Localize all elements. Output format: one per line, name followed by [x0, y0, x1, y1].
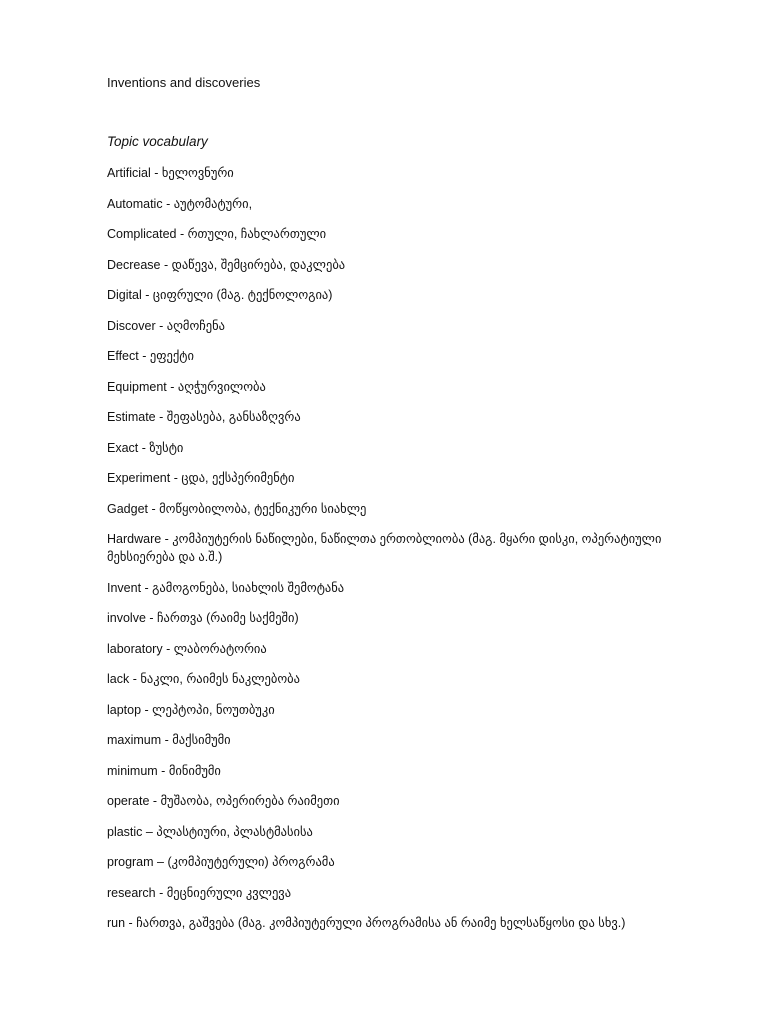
- vocab-separator: -: [148, 501, 160, 516]
- vocab-entry: [107, 640, 707, 658]
- vocab-definition: მეცნიერული კვლევა: [166, 885, 292, 900]
- vocab-definition: მოწყობილობა, ტექნიკური სიახლე: [159, 501, 367, 516]
- vocab-definition: ზუსტი: [149, 440, 184, 455]
- vocab-entry: [107, 256, 707, 274]
- vocab-entry: [107, 609, 707, 627]
- vocab-definition: ჩართვა, გაშვება (მაგ. კომპიუტერული პროგრამისა ან რაიმე ხელსაწყოსი და სხვ.): [136, 916, 626, 930]
- vocab-term: Invent: [107, 580, 142, 595]
- vocab-term: maximum: [107, 733, 162, 747]
- vocab-definition: მაქსიმუმი: [172, 733, 231, 747]
- vocab-separator: -: [138, 440, 150, 455]
- vocab-term: minimum: [107, 763, 158, 778]
- vocab-separator: -: [155, 318, 167, 333]
- vocab-entry: [107, 225, 707, 243]
- vocab-term: Automatic: [107, 196, 163, 211]
- vocab-separator: -: [161, 733, 173, 747]
- vocab-separator: -: [149, 794, 161, 808]
- vocab-term: Estimate: [107, 410, 156, 424]
- vocab-separator: -: [155, 885, 167, 900]
- vocab-entry: [107, 792, 707, 810]
- document-title: Inventions and discoveries: [107, 75, 261, 90]
- vocab-definition: აღჭურვილობა: [177, 379, 266, 394]
- vocab-term: lack: [107, 672, 130, 686]
- vocab-separator: -: [145, 611, 158, 625]
- vocab-entry: [107, 823, 707, 841]
- vocab-entry: [107, 762, 707, 780]
- vocab-term: involve: [107, 611, 146, 625]
- vocab-entry: [107, 469, 707, 487]
- vocab-definition: პლასტიური, პლასტმასისა: [156, 824, 313, 839]
- vocab-separator: -: [166, 379, 178, 394]
- vocab-definition: ცდა, ექსპერიმენტი: [181, 471, 295, 485]
- vocab-term: run: [107, 916, 126, 930]
- vocab-term: program: [107, 855, 154, 869]
- vocab-separator: -: [150, 166, 162, 180]
- vocab-separator: -: [176, 227, 188, 241]
- vocab-definition: დაწევა, შემცირება, დაკლება: [171, 257, 346, 272]
- vocab-definition: (კომპიუტერული) პროგრამა: [167, 855, 335, 869]
- vocab-definition: ეფექტი: [149, 349, 194, 363]
- vocab-term: Decrease: [107, 257, 161, 272]
- vocab-term: Experiment: [107, 471, 171, 485]
- vocab-separator: -: [129, 672, 141, 686]
- vocab-term: research: [107, 885, 156, 900]
- vocab-term: Digital: [107, 288, 142, 302]
- vocab-entry: [107, 670, 707, 688]
- vocab-term: Effect: [107, 349, 139, 363]
- vocab-term: Complicated: [107, 227, 177, 241]
- vocab-entry: [107, 347, 707, 365]
- vocab-term: Gadget: [107, 501, 149, 516]
- vocab-definition: მუშაობა, ოპერირება რაიმეთი: [160, 794, 340, 808]
- vocab-definition: ციფრული (მაგ. ტექნოლოგია): [152, 288, 333, 302]
- vocab-entry: [107, 408, 707, 426]
- vocab-separator: -: [141, 288, 153, 302]
- vocab-entry: [107, 195, 707, 213]
- vocab-term: operate: [107, 794, 150, 808]
- vocab-entry: [107, 884, 707, 902]
- vocab-separator: -: [141, 702, 153, 717]
- vocab-entry: [107, 378, 707, 396]
- vocab-definition: ლეპტოპი, ნოუთბუკი: [152, 702, 275, 717]
- vocab-separator: -: [141, 580, 153, 595]
- vocab-term: Artificial: [107, 166, 151, 180]
- vocab-term: Discover: [107, 318, 156, 333]
- vocab-definition: შეფასება, განსაზღვრა: [166, 410, 301, 424]
- vocab-entry: [107, 853, 707, 871]
- vocab-separator: -: [160, 257, 172, 272]
- vocab-term: laboratory: [107, 641, 163, 656]
- vocab-definition: აუტომატური,: [173, 196, 253, 211]
- vocab-entry: [107, 530, 707, 566]
- vocab-term: plastic: [107, 824, 143, 839]
- vocab-entry: [107, 164, 707, 182]
- vocab-entry: [107, 500, 707, 518]
- vocab-separator: -: [157, 763, 169, 778]
- vocab-separator: -: [138, 349, 150, 363]
- section-subtitle: Topic vocabulary: [107, 134, 208, 149]
- vocab-separator: -: [170, 471, 182, 485]
- vocab-definition: კომპიუტერის ნაწილები, ნაწილთა ერთობლიობა (მაგ. მყარი დისკი, ოპერატიული მეხსიერება და ა.შ.): [107, 532, 662, 564]
- vocab-separator: –: [142, 824, 157, 839]
- vocabulary-list: [107, 164, 707, 945]
- vocab-separator: –: [153, 855, 168, 869]
- vocab-definition: აღმოჩენა: [166, 318, 226, 333]
- vocab-entry: [107, 701, 707, 719]
- vocab-definition: ხელოვნური: [161, 166, 234, 180]
- vocab-definition: ჩართვა (რაიმე საქმეში): [157, 611, 299, 625]
- vocab-separator: -: [155, 410, 167, 424]
- vocab-entry: [107, 914, 707, 932]
- vocab-term: Exact: [107, 440, 139, 455]
- vocab-separator: -: [125, 916, 137, 930]
- vocab-entry: [107, 439, 707, 457]
- vocab-definition: ლაბორატორია: [173, 641, 267, 656]
- vocab-term: Hardware: [107, 532, 162, 546]
- vocab-entry: [107, 731, 707, 749]
- vocab-definition: მინიმუმი: [168, 763, 221, 778]
- vocab-term: Equipment: [107, 379, 167, 394]
- vocab-term: laptop: [107, 702, 142, 717]
- vocab-definition: გამოგონება, სიახლის შემოტანა: [152, 580, 345, 595]
- vocab-separator: -: [162, 196, 174, 211]
- vocab-separator: -: [161, 532, 173, 546]
- vocab-definition: რთული, ჩახლართული: [187, 227, 327, 241]
- vocab-separator: -: [162, 641, 174, 656]
- vocab-entry: [107, 317, 707, 335]
- vocab-entry: [107, 579, 707, 597]
- vocab-definition: ნაკლი, რაიმეს ნაკლებობა: [140, 672, 300, 686]
- vocab-entry: [107, 286, 707, 304]
